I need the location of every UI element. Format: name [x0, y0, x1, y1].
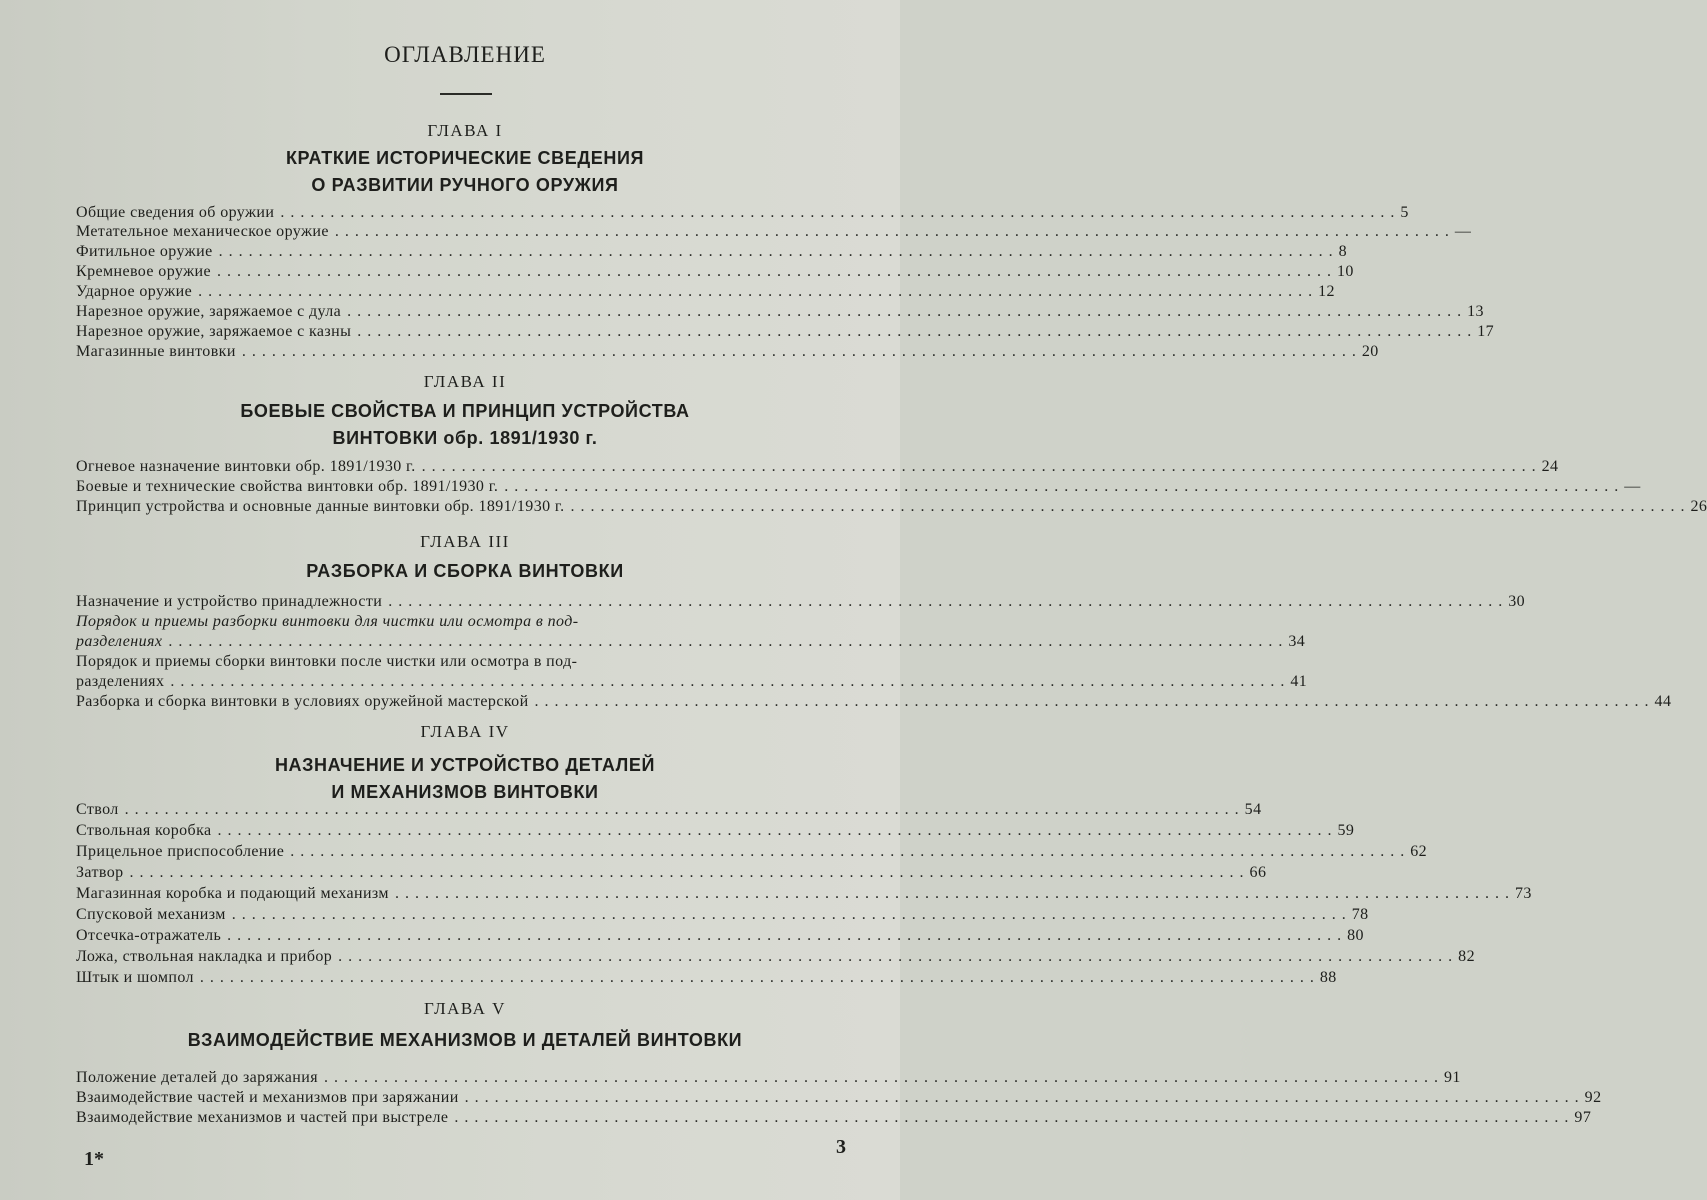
entry-text: Положение деталей до заряжания	[76, 1069, 318, 1086]
entry-page: 66	[1249, 864, 1267, 881]
toc-entry[interactable]	[76, 800, 1262, 820]
toc-entry[interactable]	[76, 242, 1348, 262]
entry-text-continuation: разделениях	[76, 633, 163, 650]
entry-text: Прицельное приспособление	[76, 843, 285, 860]
chapter-5-title-line-1: ВЗАИМОДЕЙСТВИЕ МЕХАНИЗМОВ И ДЕТАЛЕЙ ВИНТОВКИ	[187, 1030, 743, 1050]
entry-page: —	[1624, 478, 1641, 495]
entry-text: Ударное оружие	[76, 283, 193, 300]
toc-entry[interactable]	[76, 477, 1641, 497]
chapter-2-title-line-2: ВИНТОВКИ обр. 1891/1930 г.	[332, 428, 598, 448]
chapter-3-title-line-1: РАЗБОРКА И СБОРКА ВИНТОВКИ	[306, 561, 624, 581]
leader-dots: ................................................................................................................	[347, 303, 1468, 320]
entry-text: Разборка и сборка винтовки в условиях оружейной мастерской	[76, 693, 529, 710]
leader-dots: ................................................................................................................	[464, 1089, 1585, 1106]
entry-text: Назначение и устройство принадлежности	[76, 593, 383, 610]
toc-entry[interactable]	[76, 863, 1267, 883]
toc-entry[interactable]	[76, 222, 1472, 242]
chapter-3-label: ГЛАВА III	[420, 532, 510, 551]
toc-entry[interactable]	[76, 302, 1484, 322]
toc-entry[interactable]	[76, 905, 1369, 925]
entry-page: —	[1454, 223, 1472, 240]
leader-dots: ................................................................................................................	[124, 801, 1245, 818]
entry-text: Кремневое оружие	[76, 263, 212, 280]
entry-text: Магазинные винтовки	[76, 343, 236, 360]
entry-text: Ствольная коробка	[76, 822, 212, 839]
toc-entry[interactable]	[76, 262, 1354, 282]
page-number: 3	[836, 1136, 846, 1158]
entry-page: 10	[1337, 263, 1354, 280]
toc-entry[interactable]	[76, 884, 1532, 904]
entry-text: Спусковой механизм	[76, 906, 226, 923]
entry-text: Ложа, ствольная накладка и прибор	[76, 948, 333, 965]
entry-text: Взаимодействие частей и механизмов при заряжании	[76, 1089, 459, 1106]
entry-page: 26	[1690, 498, 1707, 515]
entry-text: Магазинная коробка и подающий механизм	[76, 885, 389, 902]
entry-text: Фитильное оружие	[76, 243, 213, 260]
entry-text: Нарезное оружие, заряжаемое с дула	[76, 303, 342, 320]
chapter-1-label: ГЛАВА I	[427, 121, 503, 140]
entry-page: 44	[1654, 693, 1672, 710]
leader-dots: ................................................................................................................	[290, 843, 1411, 860]
toc-entry[interactable]	[76, 457, 1559, 477]
toc-entry[interactable]	[76, 968, 1337, 988]
entry-text: Огневое назначение винтовки обр. 1891/1930 г.	[76, 458, 416, 475]
entry-text: Принцип устройства и основные данные винтовки обр. 1891/1930 г.	[76, 498, 565, 515]
leader-dots: ................................................................................................................	[217, 822, 1338, 839]
entry-text-line-1[interactable]: Порядок и приемы сборки винтовки после чистки или осмотра в под-	[76, 653, 578, 670]
chapter-4-title-line-2: И МЕХАНИЗМОВ ВИНТОВКИ	[331, 782, 599, 802]
toc-entry[interactable]	[76, 497, 1707, 517]
entry-text: Нарезное оружие, заряжаемое с казны	[76, 323, 352, 340]
entry-page: 91	[1443, 1069, 1461, 1086]
toc-entry[interactable]	[76, 842, 1428, 862]
entry-page: 17	[1477, 323, 1495, 340]
leader-dots: ................................................................................................................	[323, 1069, 1444, 1086]
entry-text: Ствол	[76, 801, 119, 818]
leader-dots: ................................................................................................................	[534, 693, 1655, 710]
toc-entry[interactable]	[76, 203, 1409, 223]
toc-title: ОГЛАВЛЕНИЕ	[384, 42, 546, 67]
entry-page: 88	[1319, 969, 1337, 986]
toc-entry[interactable]	[76, 282, 1335, 302]
toc-entry[interactable]	[76, 821, 1355, 841]
leader-dots: ................................................................................................................	[421, 458, 1542, 475]
chapter-4-label: ГЛАВА IV	[420, 722, 510, 741]
entry-text: Метательное механическое оружие	[76, 223, 329, 240]
toc-entry[interactable]	[76, 672, 1308, 692]
entry-text: Штык и шомпол	[76, 969, 194, 986]
entry-page: 41	[1290, 673, 1308, 690]
entry-page: 73	[1514, 885, 1532, 902]
entry-page: 12	[1318, 283, 1335, 300]
toc-entry[interactable]	[76, 592, 1526, 612]
entry-page: 78	[1351, 906, 1369, 923]
entry-page: 13	[1467, 303, 1484, 320]
chapter-1-title-line-2: О РАЗВИТИИ РУЧНОГО ОРУЖИЯ	[311, 175, 619, 195]
entry-text: Взаимодействие механизмов и частей при выстреле	[76, 1109, 449, 1126]
chapter-2-title-line-1: БОЕВЫЕ СВОЙСТВА И ПРИНЦИП УСТРОЙСТВА	[240, 401, 690, 421]
toc-entry[interactable]	[76, 342, 1379, 362]
entry-text: Затвор	[76, 864, 124, 881]
entry-text: Общие сведения об оружии	[76, 204, 275, 221]
entry-page: 54	[1244, 801, 1262, 818]
leader-dots: ................................................................................................................	[394, 885, 1515, 902]
leader-dots: ................................................................................................................	[168, 633, 1289, 650]
chapter-5-label: ГЛАВА V	[424, 999, 506, 1018]
leader-dots: ................................................................................................................	[338, 948, 1459, 965]
leader-dots: ................................................................................................................	[388, 593, 1509, 610]
leader-dots: ................................................................................................................	[280, 204, 1401, 221]
entry-page: 62	[1410, 843, 1428, 860]
entry-page: 20	[1361, 343, 1379, 360]
leader-dots: ................................................................................................................	[334, 223, 1455, 240]
leader-dots: ................................................................................................................	[170, 673, 1291, 690]
leader-dots: ................................................................................................................	[198, 283, 1319, 300]
toc-entry[interactable]	[76, 322, 1495, 342]
leader-dots: ................................................................................................................	[504, 478, 1625, 495]
leader-dots: ................................................................................................................	[241, 343, 1362, 360]
entry-page: 24	[1541, 458, 1559, 475]
leader-dots: ................................................................................................................	[129, 864, 1250, 881]
entry-page: 82	[1458, 948, 1475, 965]
chapter-1-title-line-1: КРАТКИЕ ИСТОРИЧЕСКИЕ СВЕДЕНИЯ	[285, 148, 645, 168]
entry-page: 92	[1584, 1089, 1602, 1106]
toc-entry[interactable]	[76, 947, 1475, 967]
leader-dots: ................................................................................................................	[357, 323, 1478, 340]
leader-dots: ................................................................................................................	[199, 969, 1320, 986]
leader-dots: ................................................................................................................	[454, 1109, 1575, 1126]
entry-text: Боевые и технические свойства винтовки обр. 1891/1930 г.	[76, 478, 499, 495]
leader-dots: ................................................................................................................	[227, 927, 1348, 944]
entry-page: 97	[1574, 1109, 1592, 1126]
signature-mark: 1*	[84, 1148, 104, 1170]
entry-text-continuation: разделениях	[76, 673, 165, 690]
title-rule	[440, 93, 492, 95]
entry-text: Отсечка-отражатель	[76, 927, 222, 944]
leader-dots: ................................................................................................................	[217, 263, 1338, 280]
entry-page: 8	[1338, 243, 1348, 260]
entry-page: 30	[1508, 593, 1526, 610]
chapter-4-title-line-1: НАЗНАЧЕНИЕ И УСТРОЙСТВО ДЕТАЛЕЙ	[274, 755, 656, 775]
leader-dots: ................................................................................................................	[231, 906, 1352, 923]
toc-entry[interactable]	[76, 692, 1672, 712]
toc-entry[interactable]	[76, 1068, 1461, 1088]
toc-entry[interactable]	[76, 1108, 1592, 1128]
entry-page: 34	[1288, 633, 1306, 650]
entry-page: 5	[1400, 204, 1409, 221]
toc-entry[interactable]	[76, 926, 1364, 946]
toc-entry[interactable]	[76, 632, 1306, 652]
entry-text-line-1[interactable]: Порядок и приемы разборки винтовки для чистки или осмотра в под-	[76, 613, 579, 630]
leader-dots: ................................................................................................................	[218, 243, 1339, 260]
entry-page: 80	[1347, 927, 1364, 944]
leader-dots: ................................................................................................................	[570, 498, 1691, 515]
toc-entry[interactable]	[76, 1088, 1602, 1108]
chapter-2-label: ГЛАВА II	[423, 372, 507, 391]
entry-page: 59	[1337, 822, 1355, 839]
